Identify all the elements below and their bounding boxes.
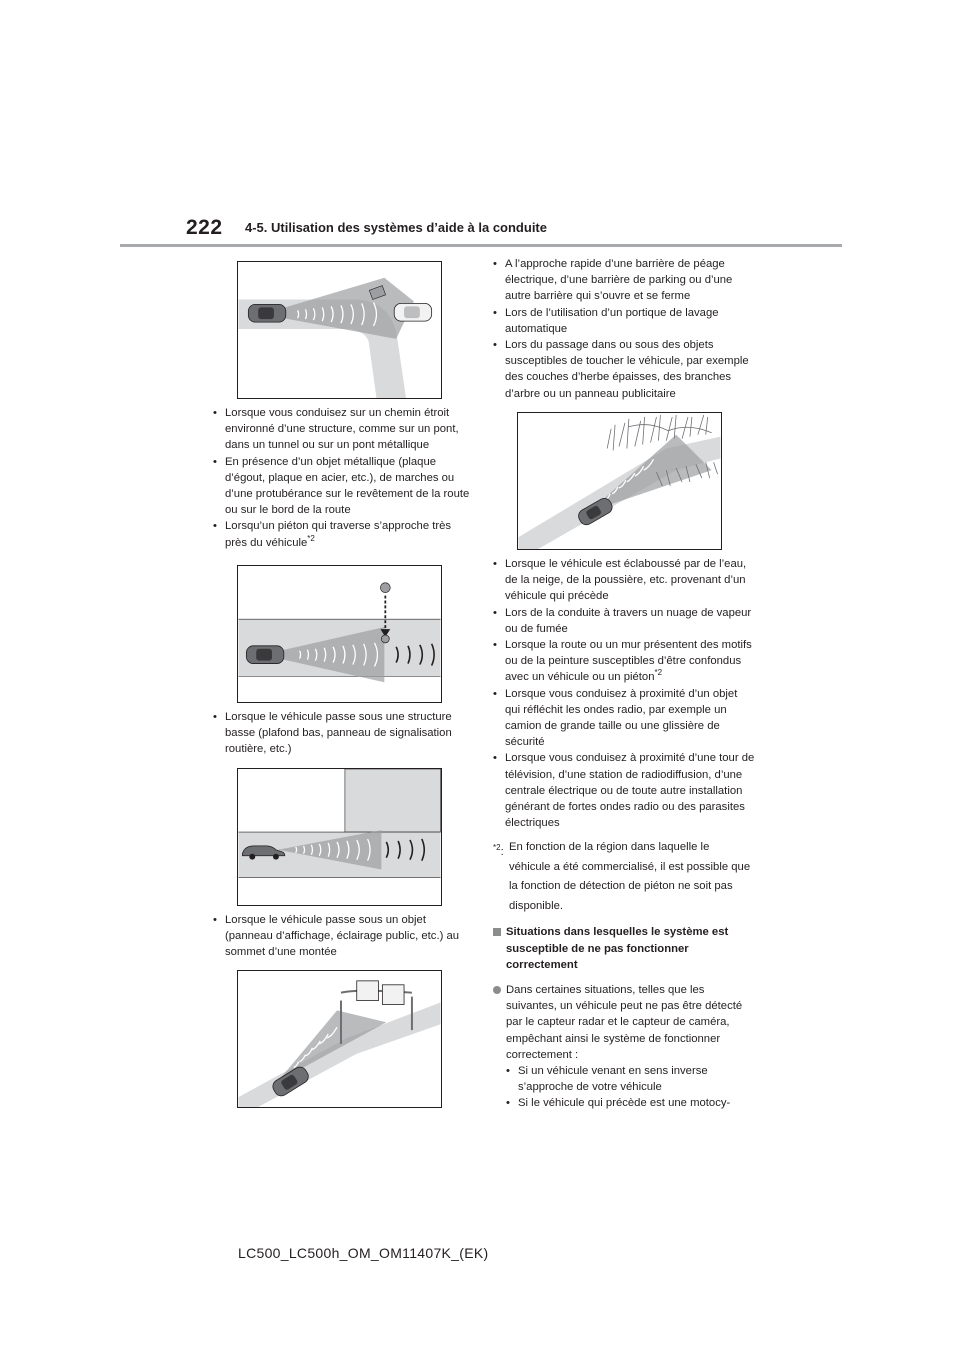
pedestrian-crossing-figure bbox=[237, 565, 442, 703]
round-bullet-icon bbox=[493, 986, 501, 994]
right-bullet-list-2 bbox=[493, 556, 755, 831]
section-title: 4-5. Utilisation des systèmes d’aide à la conduite bbox=[245, 220, 547, 235]
list-item: • Lorsque le véhicule est éclaboussé par de l’eau, de la neige, de la poussière, etc. provenant d’un véhicule qui précède bbox=[493, 556, 755, 605]
list-item: • Lors de l’utilisation d’un portique de lavage automatique bbox=[493, 305, 755, 337]
list-item: • Lorsque le véhicule passe sous un objet (panneau d’affichage, éclairage public, etc.) au sommet d’une montée bbox=[213, 912, 475, 961]
list-item: • Lorsque vous conduisez à proximité d’un objet qui réfléchit les ondes radio, par exemple un camion de grande taille ou une glissière de sécurité bbox=[493, 686, 755, 751]
left-bullet-list-2 bbox=[213, 709, 475, 758]
hill-sign-figure bbox=[237, 970, 442, 1108]
list-item: • Si le véhicule qui précède est une motocy- bbox=[493, 1095, 755, 1111]
list-item: • Lorsque le véhicule passe sous une structure basse (plafond bas, panneau de signalisation routière, etc.) bbox=[213, 709, 475, 758]
list-item: • Lors du passage dans ou sous des objets susceptibles de toucher le véhicule, par exemple des couches d’herbe épaisses, des branches d’arbre ou un panneau publicitaire bbox=[493, 337, 755, 402]
square-bullet-icon bbox=[493, 928, 501, 936]
list-item bbox=[493, 637, 755, 686]
grass-branches-figure bbox=[517, 412, 722, 550]
list-item: • A l’approche rapide d’une barrière de péage électrique, d’une barrière de parking ou d’une autre barrière qui s’ouvre et se ferme bbox=[493, 256, 755, 305]
list-item: • En présence d’un objet métallique (plaque d’égout, plaque en acier, etc.), de marches ou d’une protubérance sur le revêtement de la route ou sur le bord de la route bbox=[213, 454, 475, 519]
explanation-paragraph bbox=[493, 982, 755, 1112]
footnote-ref: *2 bbox=[654, 668, 663, 678]
left-bullet-list-3 bbox=[213, 912, 475, 961]
list-item: • Lors de la conduite à travers un nuage de vapeur ou de fumée bbox=[493, 605, 755, 637]
right-bullet-list-1 bbox=[493, 256, 755, 402]
section-heading bbox=[493, 924, 755, 974]
list-item: • Si un véhicule venant en sens inverse s’approche de votre véhicule bbox=[493, 1063, 755, 1095]
list-item bbox=[213, 518, 475, 550]
page-number: 222 bbox=[186, 216, 223, 239]
footnote-text: En fonction de la région dans laquelle le véhicule a été commercialisé, il est possible que la fonction de détection de piéton ne soit pas disponible. bbox=[509, 841, 751, 912]
list-item-text: Lorsqu’un piéton qui traverse s’approche très près du véhicule bbox=[225, 520, 452, 549]
low-structure-figure bbox=[237, 768, 442, 906]
page-header bbox=[0, 0, 960, 250]
list-item: • Lorsque vous conduisez à proximité d’une tour de télévision, d’une station de radiodiffusion, d’une centrale électrique ou de toute autre installation générant de fortes ondes radio ou des parasites électriques bbox=[493, 750, 755, 831]
footnote-mark-text: *2 bbox=[493, 843, 501, 852]
list-item-text: Lorsque la route ou un mur présentent des motifs ou de la peinture susceptibles d’être confondus avec un véhicule ou un piéton bbox=[505, 639, 752, 684]
footnote-ref: *2 bbox=[307, 533, 315, 543]
paragraph-text: Dans certaines situations, telles que les suivantes, un véhicule peut ne pas être détecté par le capteur radar et le capteur de caméra, empêchant ainsi le système de fonctionner correctement : bbox=[506, 984, 743, 1061]
paragraph-list bbox=[493, 1063, 755, 1112]
section-heading-text: Situations dans lesquelles le système est susceptible de ne pas fonctionner correctement bbox=[506, 926, 729, 971]
footnote bbox=[493, 838, 753, 916]
document-code: LC500_LC500h_OM_OM11407K_(EK) bbox=[238, 1245, 489, 1261]
curve-road-figure bbox=[237, 261, 442, 399]
list-item: • Lorsque vous conduisez sur un chemin étroit environné d’une structure, comme sur un pont, dans un tunnel ou sur un pont métallique bbox=[213, 405, 475, 454]
header-rule bbox=[120, 244, 842, 247]
footnote-mark: $^{*2}$: bbox=[493, 843, 504, 858]
left-bullet-list-1 bbox=[213, 405, 475, 551]
